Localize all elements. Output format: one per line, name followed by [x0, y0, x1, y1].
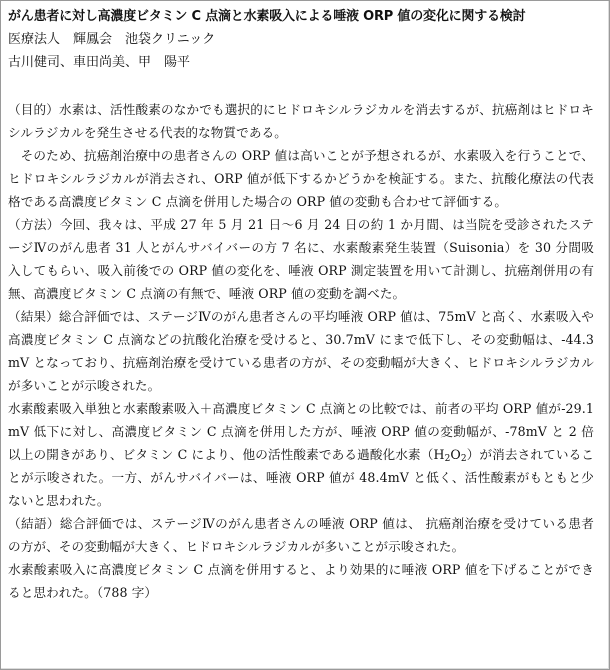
comparison-text-start: 水素酸素吸入単独と水素酸素吸入＋高濃度ビタミン C 点滴との比較では、前者の平均 ORP 値が-29.1mV 低下に対し、高濃度ビタミン C 点滴を併用した方が、唾液 ORP 値の変動幅が、-78mV と 2 倍以上の開きがあり、ビタミン C により、他の活性酸素である過酸化水素（H	[8, 401, 594, 462]
affiliation: 医療法人 輝鳳会 池袋クリニック	[8, 32, 216, 47]
h2o2-subscript-1: 2	[444, 454, 451, 464]
blank-line	[8, 74, 594, 98]
paragraph-rationale: そのため、抗癌剤治療中の患者さんの ORP 値は高いことが予想されるが、水素吸入を行うことで、ヒドロキシルラジカルが消去され、ORP 値が低下するかどうかを検証する。また、抗酸化療法の代表格である高濃度ビタミン C 点滴を併用した場合の ORP 値の変動も合わせて評価する。	[8, 148, 594, 209]
authors: 古川健司、車田尚美、甲 陽平	[8, 55, 191, 70]
h2o2-subscript-2: 2	[460, 454, 467, 464]
h2o2-o: O	[450, 447, 461, 462]
paragraph-results: （結果）総合評価では、ステージⅣのがん患者さんの平均唾液 ORP 値は、75mV と高く、水素吸入や高濃度ビタミン C 点滴などの抗酸化治療を受けると、30.7mV にまで低下し、その変動幅は、-44.3mV となっており、抗癌剤治療を受けている患者の方が、その変動幅が大きく、ヒドロキシルラジカルが多いことが示唆された。	[8, 309, 594, 393]
paragraph-comparison	[8, 397, 594, 512]
comparison-text-end: ）が消去されていることが示唆された。一方、がんサバイバーは、唾液 ORP 値が 48.4mV と低く、活性酸素がもともと少ないと思われた。	[8, 447, 595, 508]
paragraph-conclusion: （結語）総合評価では、ステージⅣのがん患者さんの唾液 ORP 値は、 抗癌剤治療を受けている患者の方が、その変動幅が大きく、ヒドロキシルラジカルが多いことが示唆された。	[8, 516, 594, 554]
document-title: がん患者に対し高濃度ビタミン C 点滴と水素吸入による唾液 ORP 値の変化に関する検討	[8, 9, 526, 24]
paragraph-closing: 水素酸素吸入に高濃度ビタミン C 点滴を併用すると、より効果的に唾液 ORP 値を下げることができると思われた。（788 字）	[8, 562, 594, 600]
paragraph-purpose: （目的）水素は、活性酸素のなかでも選択的にヒドロキシルラジカルを消去するが、抗癌剤はヒドロキシルラジカルを発生させる代表的な物質である。	[8, 102, 594, 140]
abstract	[8, 6, 594, 604]
paragraph-methods: （方法）今回、我々は、平成 27 年 5 月 21 日～6 月 24 日の約 1 か月間、は当院を受診されたステージⅣのがん患者 31 人とがんサバイバーの方 7 名に、水素酸素発生装置（Suisonia）を 30 分間吸入してもらい、吸入前後での ORP 値の変化を、唾液 ORP 測定装置を用いて計測し、抗癌剤併用の有無、高濃度ビタミン C 点滴の有無で、唾液 ORP 値の変動を調べた。	[8, 217, 594, 301]
